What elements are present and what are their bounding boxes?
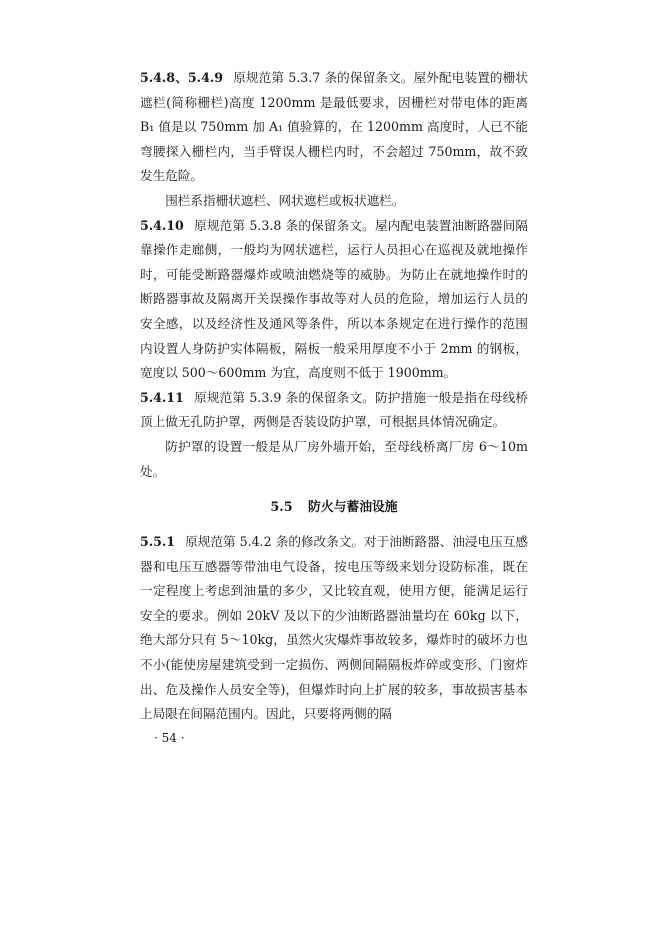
clause-number: 5.4.11	[140, 389, 184, 405]
paragraph-fence-definition: 围栏系指栅状遮栏、网状遮栏或板状遮栏。	[165, 192, 405, 208]
page-number: · 54 ·	[154, 730, 185, 745]
clause-number: 5.5.1	[140, 534, 176, 550]
clause-text: 原规范第 5.3.7 条的保留条文。屋外配电装置的栅状遮栏(简称栅栏)高度 1200mm 是最低要求，因栅栏对带电体的距离 B₁ 值是以 750mm 加 A₁ 值验算的，在 1200mm 高度时，人已不能弯腰探入栅栏内，当手臂误人栅栏内时，不会超过 750mm，故不致发生危险。	[140, 70, 528, 184]
paragraph-cover-placement: 防护罩的设置一般是从厂房外墙开始，至母线桥离厂房 6～10m 处。	[140, 438, 528, 479]
clause-number: 5.4.8、5.4.9	[140, 70, 223, 85]
section-number: 5.5	[270, 500, 293, 516]
clause-5-5-1	[140, 530, 528, 727]
clause-number: 5.4.10	[140, 217, 184, 233]
page-body	[140, 66, 528, 749]
clause-5-4-10	[140, 214, 528, 386]
clause-text: 原规范第 5.3.9 条的保留条文。防护措施一般是指在母线桥顶上做无孔防护罩，两侧是否装设防护罩，可根据具体情况确定。	[140, 389, 528, 430]
clause-text: 原规范第 5.4.2 条的修改条文。对于油断路器、油浸电压互感器和电压互感器等带油电气设备，按电压等级来划分设防标准，既在一定程度上考虑到油量的多少，又比较直观，使用方便，能满足运行安全的要求。例如 20kV 及以下的少油断路器油量均在 60kg 以下，绝大部分只有 5～10kg，虽然火灾爆炸事故较多，爆炸时的破坏力也不小(能使房屋建筑受到一定损伤、两侧间隔隔板炸碎或变形、门窗炸出、危及操作人员安全等)，但爆炸时向上扩展的较多，事故损害基本上局限在间隔范围内。因此，只要将两侧的隔	[140, 534, 528, 722]
clause-text: 原规范第 5.3.8 条的保留条文。屋内配电装置油断路器间隔靠操作走廊侧，一般均为网状遮栏，运行人员担心在巡视及就地操作时，可能受断路器爆炸或喷油燃烧等的威胁。为防止在就地操作时的断路器事故及隔离开关误操作事故等对人员的危险，增加运行人员的安全感，以及经济性及通风等条件，所以本条规定在进行操作的范围内设置人身防护实体隔板，隔板一般采用厚度不小于 2mm 的钢板，宽度以 500～600mm 为宜，高度则不低于 1900mm。	[140, 217, 528, 381]
section-title-text: 防火与蓄油设施	[308, 500, 398, 516]
clause-5-4-11	[140, 386, 528, 435]
section-heading	[140, 496, 528, 520]
clause-5-4-8	[140, 66, 528, 189]
